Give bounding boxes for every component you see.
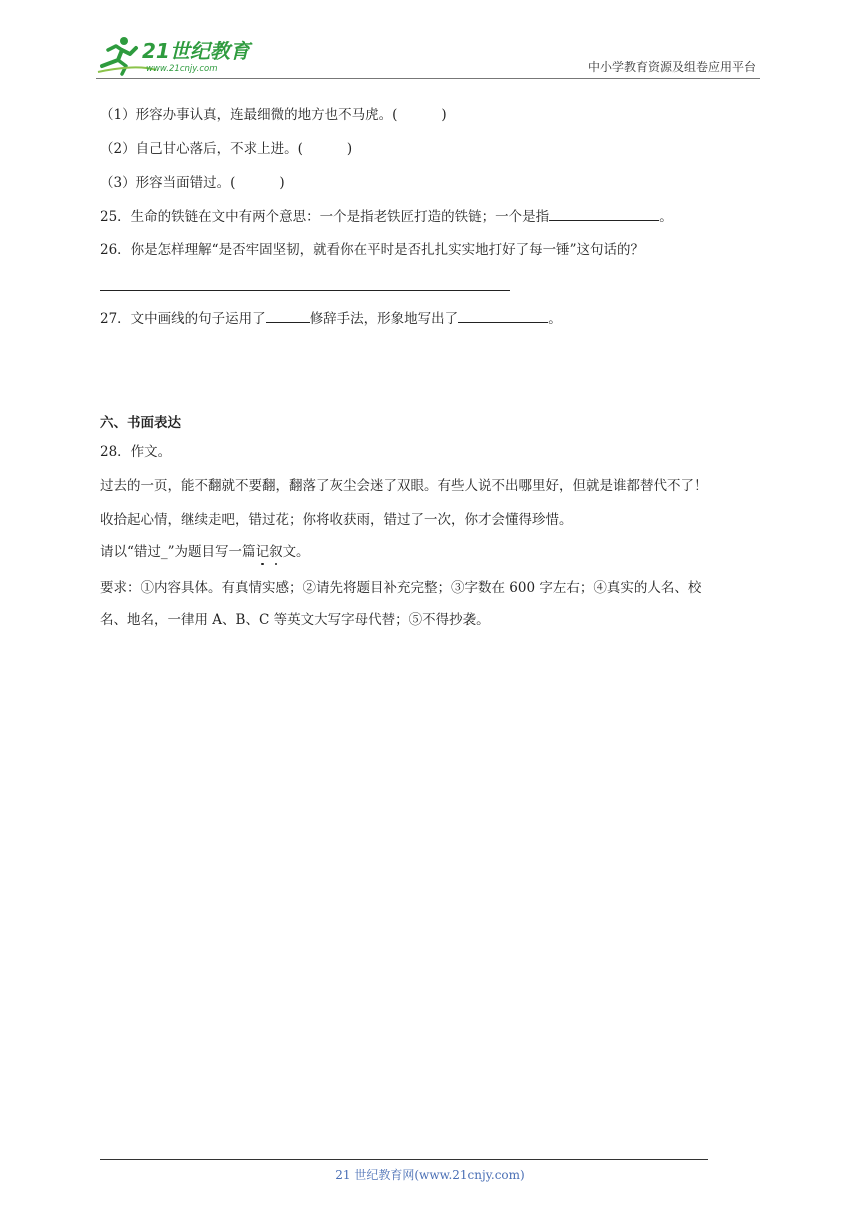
question-27: 27．文中画线的句子运用了 修辞手法，形象地写出了 。 [100,308,562,329]
page-header [96,30,760,79]
prompt-paragraph-1: 过去的一页，能不翻就不要翻，翻落了灰尘会迷了双眼。有些人说不出哪里好，但就是谁都替代不了！ [100,478,708,494]
prompt-instruction: 请以“错过_”为题目写一篇记叙文。 [100,544,310,560]
question-24-2: （2）自己甘心落后，不求上进。( ) [100,141,353,157]
answer-blank[interactable] [266,308,310,323]
emphasis-char: 记 [255,544,270,560]
section-title: 六、书面表达 [100,415,181,431]
logo-url: www.21cnjy.com [146,64,218,74]
question-25: 25．生命的铁链在文中有两个意思：一个是指老铁匠打造的铁链；一个是指 。 [100,206,673,227]
logo-text: 21世纪教育 [142,39,250,63]
question-24-1: （1）形容办事认真，连最细微的地方也不马虎。( ) [100,107,447,123]
answer-blank[interactable] [458,308,548,323]
prompt-paragraph-2: 收拾起心情，继续走吧，错过花；你将收获雨，错过了一次，你才会懂得珍惜。 [100,512,573,528]
question-28: 28．作文。 [100,444,172,460]
emphasis-char: 叙 [269,544,283,560]
requirements-line-2: 名、地名，一律用 A、B、C 等英文大写字母代替；⑤不得抄袭。 [100,612,490,628]
answer-blank[interactable] [549,206,659,221]
footer-text[interactable]: 21 世纪教育网(www.21cnjy.com) [335,1168,525,1182]
requirements-line-1: 要求：①内容具体。有真情实感；②请先将题目补充完整；③字数在 600 字左右；④真实的人名、校 [100,580,702,596]
logo-runner-head [120,37,128,45]
question-24-3: （3）形容当面错过。( ) [100,175,285,191]
question-26: 26．你是怎样理解“是否牢固坚韧，就看你在平时是否扎扎实实地打好了每一锤”这句话的？ [100,242,644,258]
header-platform-text: 中小学教育资源及组卷应用平台 [587,60,756,74]
logo [96,34,266,76]
answer-line[interactable] [100,290,510,291]
footer-divider [100,1159,708,1160]
